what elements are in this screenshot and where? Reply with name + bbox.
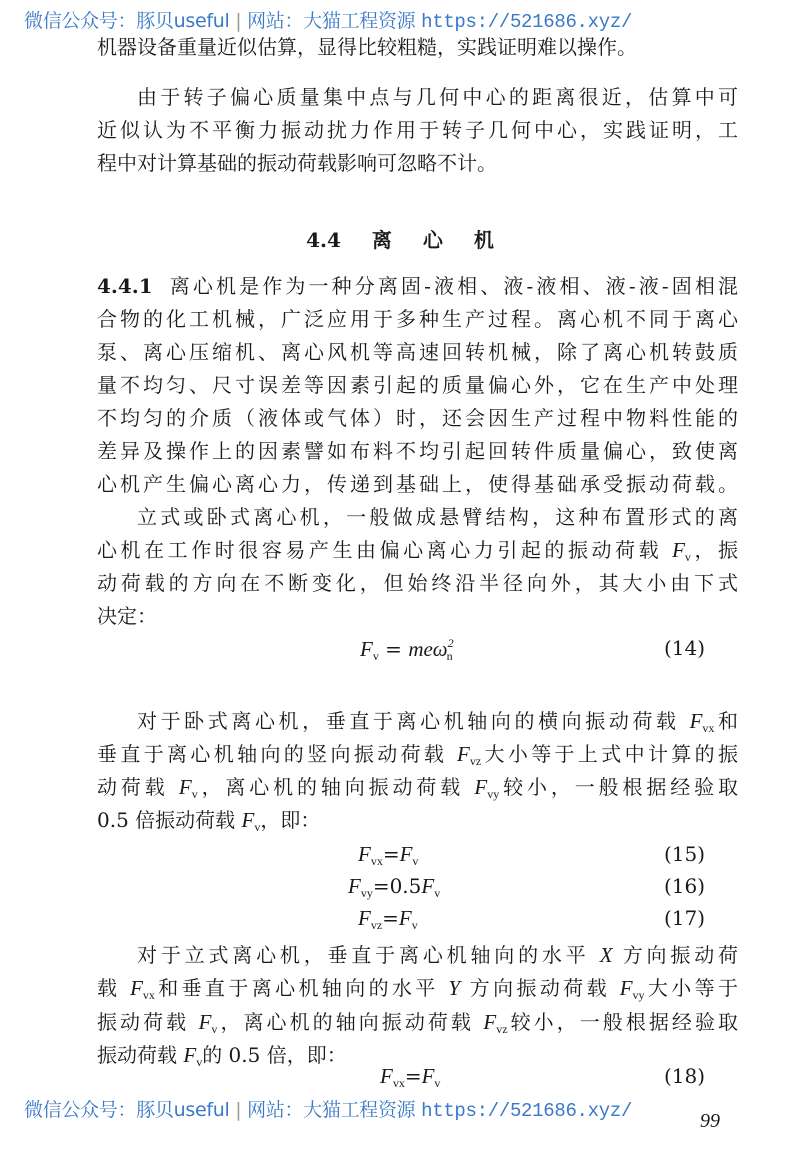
text-run: 立式或卧式离心机，一般做成悬臂结构，这种布置形式的离 — [137, 505, 738, 529]
math-variable: $F_{vz}$ — [483, 1010, 508, 1036]
heading-word: 离 — [371, 228, 392, 252]
text-line — [97, 471, 738, 497]
math-variable: $F_v$ — [672, 538, 691, 564]
text-line — [97, 117, 738, 143]
math-variable: $F_{vy}$ — [474, 775, 500, 801]
heading-word: 心 — [422, 228, 443, 252]
text-line — [97, 339, 738, 365]
text-run: 0.5 倍振动荷载 — [97, 808, 242, 832]
math-variable: $F_v$ — [360, 637, 379, 663]
math-variable: X — [599, 943, 613, 967]
text-line — [97, 603, 738, 629]
subscript: v — [372, 649, 379, 663]
text-run: 泵、离心压缩机、离心风机等高速回转机械，除了离心机转鼓质 — [97, 340, 738, 364]
math-variable: $F_v$ — [399, 842, 419, 868]
subscript: vy — [360, 886, 373, 900]
math-variable: $F_{vz}$ — [456, 742, 482, 768]
math-variable: $F_v$ — [398, 906, 418, 932]
superscript: 2 — [447, 636, 454, 650]
text-run: = — [382, 842, 400, 866]
watermark-url[interactable]: https://521686.xyz/ — [421, 1100, 633, 1122]
text-run: 大小等于上式中计算的振 — [481, 742, 739, 766]
text-line — [97, 975, 738, 1008]
text-run: 由于转子偏心质量集中点与几何中心的距离很近，估算中可 — [137, 85, 738, 109]
subscript: vx — [392, 1076, 405, 1090]
equation-expression — [358, 906, 418, 933]
text-run: 动荷载 — [97, 775, 179, 799]
text-run: 方向振动荷载 — [460, 976, 620, 1000]
text-run: ，离心机的轴向振动荷载 — [217, 1010, 484, 1034]
page-number: 99 — [700, 1110, 720, 1132]
subscript: vy — [487, 787, 500, 801]
text-run: 量不均匀、尺寸误差等因素引起的质量偏心外，它在生产中处理 — [97, 373, 738, 397]
text-run: ，即： — [260, 808, 321, 832]
math-variable: $F_{vy}$ — [619, 976, 645, 1002]
subscript: v — [196, 1055, 203, 1069]
text-run: = — [382, 906, 399, 930]
text-run: =0.5 — [372, 874, 422, 898]
subscript: v — [211, 1022, 218, 1036]
subscript: vz — [496, 1022, 508, 1036]
equation-expression — [380, 1064, 440, 1091]
subscript: vx — [702, 721, 715, 735]
text-run: 垂直于离心机轴向的竖向振动荷载 — [97, 742, 457, 766]
subscript: n — [446, 649, 453, 663]
text-run: 心机在工作时很容易产生由偏心离心力引起的振动荷载 — [97, 538, 673, 562]
text-line — [97, 372, 738, 398]
math-variable: $F_v$ — [241, 808, 261, 834]
equation-number: (18) — [664, 1064, 706, 1088]
section-heading — [0, 224, 800, 253]
text-run: 差异及操作上的因素譬如布料不均引起回转件质量偏心，致使离 — [97, 439, 738, 463]
watermark-separator: | — [235, 1099, 242, 1121]
equation-expression — [360, 636, 453, 664]
text-run: 较小，一般根据经验取 — [507, 1010, 739, 1034]
subscript: v — [191, 787, 198, 801]
text-run: = — [404, 1064, 422, 1088]
clause-number: 4.4.1 — [97, 274, 153, 298]
math-variable: $F_{vz}$ — [358, 906, 383, 932]
text-run: 和垂直于离心机轴向的水平 — [154, 976, 449, 1000]
text-run: = — [378, 637, 409, 661]
text-run: 程中对计算基础的振动荷载影响可忽略不计。 — [97, 151, 497, 175]
text-run: 和 — [714, 709, 738, 733]
text-run: 方向振动荷 — [612, 943, 739, 967]
text-run: 载 — [97, 976, 131, 1000]
equation-number: (14) — [664, 636, 706, 660]
watermark-wechat: 微信公众号：豚贝useful — [24, 1099, 230, 1121]
equation-number: (15) — [664, 842, 706, 866]
subscript: vy — [632, 988, 645, 1002]
math-variable: $F_v$ — [421, 874, 441, 900]
text-run: 对于卧式离心机，垂直于离心机轴向的横向振动荷载 — [137, 709, 690, 733]
text-run: 近似认为不平衡力振动扰力作用于转子几何中心，实践证明，工 — [97, 118, 738, 142]
equation-number: (17) — [664, 906, 706, 930]
equation-expression — [348, 874, 440, 901]
text-run: 心机产生偏心离心力，传递到基础上，使得基础承受振动荷载。 — [97, 472, 738, 496]
text-line — [97, 1009, 738, 1042]
equation-number: (16) — [664, 874, 706, 898]
watermark-bottom — [24, 1095, 784, 1122]
subscript: v — [411, 918, 418, 932]
text-line — [97, 306, 738, 332]
subscript: v — [684, 550, 691, 564]
text-run: 合物的化工机械，广泛应用于多种生产过程。离心机不同于离心 — [97, 307, 738, 331]
text-line — [97, 741, 738, 774]
text-run: 大小等于 — [644, 976, 739, 1000]
text-line — [97, 34, 738, 60]
text-run: 不均匀的介质（液体或气体）时，还会因生产过程中物料性能的 — [97, 406, 738, 430]
text-run: 较小，一般根据经验取 — [499, 775, 738, 799]
text-line — [137, 504, 738, 530]
math-variable: $F_v$ — [421, 1064, 441, 1090]
text-run: 振动荷载 — [97, 1043, 184, 1067]
text-line — [97, 405, 738, 431]
text-run: 对于立式离心机，垂直于离心机轴向的水平 — [137, 943, 600, 967]
heading-word: 机 — [473, 228, 494, 252]
watermark-site: 网站：大猫工程资源 — [247, 1099, 416, 1121]
subscript: vz — [469, 754, 482, 768]
text-line — [97, 438, 738, 464]
watermark-wechat: 微信公众号：豚贝useful — [24, 10, 230, 32]
math-variable: $F_v$ — [183, 1043, 203, 1069]
text-run: 决定： — [97, 604, 157, 628]
math-variable: $F_{vy}$ — [348, 874, 373, 900]
text-line — [137, 84, 738, 110]
text-run: ，离心机的轴向振动荷载 — [197, 775, 475, 799]
math-variable: Y — [448, 976, 461, 1000]
text-line — [137, 708, 738, 741]
math-variable: $F_{vx}$ — [689, 709, 715, 735]
text-run: 振动荷载 — [97, 1010, 199, 1034]
subscript: v — [434, 1076, 441, 1090]
math-variable: $F_{vx}$ — [358, 842, 383, 868]
watermark-separator: | — [235, 10, 242, 32]
math-variable: $F_{vx}$ — [380, 1064, 405, 1090]
equation-expression — [358, 842, 418, 869]
watermark-url[interactable]: https://521686.xyz/ — [421, 11, 633, 33]
subscript: vz — [370, 918, 383, 932]
watermark-site: 网站：大猫工程资源 — [247, 10, 416, 32]
text-line — [137, 942, 738, 968]
subscript: v — [254, 820, 261, 834]
subscript: v — [434, 886, 441, 900]
text-run: 机器设备重量近似估算，显得比较粗糙，实践证明难以操作。 — [97, 35, 637, 59]
math-variable: meω$^2_n$ — [408, 636, 454, 663]
text-run: ，振 — [690, 538, 739, 562]
math-variable: $F_v$ — [198, 1010, 218, 1036]
text-run: 离心机是作为一种分离固-液相、液-液相、液-液-固相混 — [166, 274, 738, 298]
subscript: v — [412, 854, 419, 868]
subscript: vx — [142, 988, 155, 1002]
math-variable: $F_{vx}$ — [130, 976, 155, 1002]
math-variable: $F_v$ — [178, 775, 198, 801]
text-run: 的 0.5 倍，即： — [202, 1043, 347, 1067]
text-line — [97, 273, 738, 299]
text-run: 动荷载的方向在不断变化，但始终沿半径向外，其大小由下式 — [97, 571, 738, 595]
section-number: 4.4 — [306, 228, 341, 252]
watermark-top — [24, 6, 784, 33]
text-line — [97, 150, 738, 176]
text-line — [97, 807, 738, 840]
subscript: vx — [370, 854, 383, 868]
text-line — [97, 570, 738, 596]
text-line — [97, 537, 738, 570]
text-line — [97, 774, 738, 807]
